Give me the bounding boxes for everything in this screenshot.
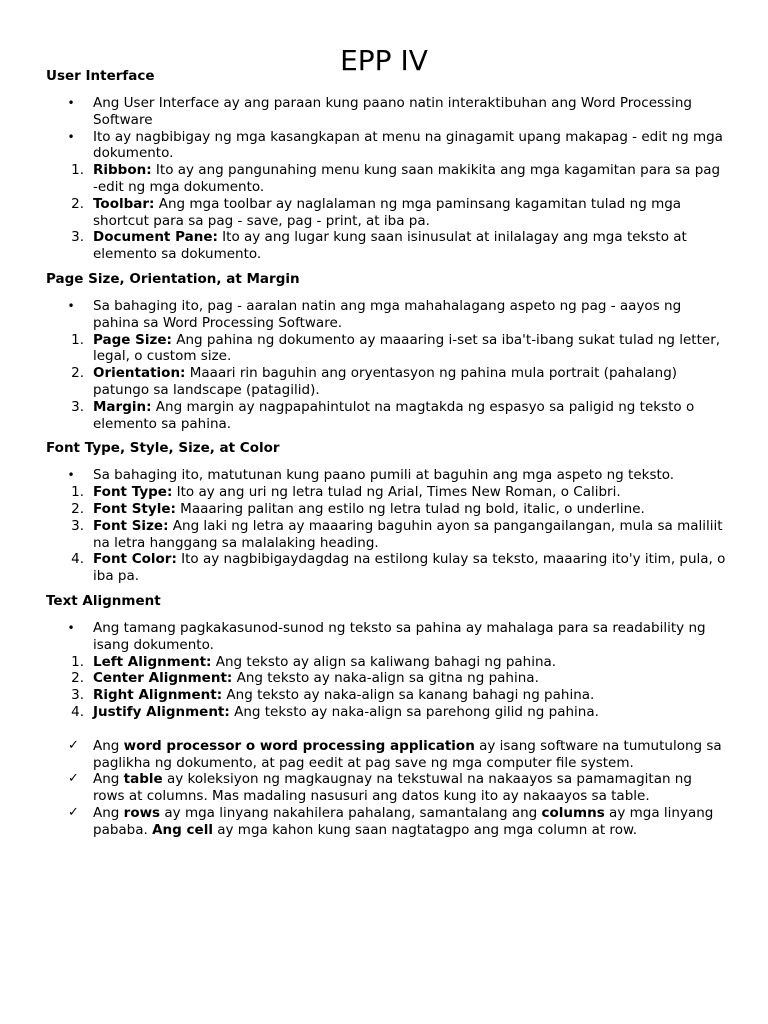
document-title: EPP IV xyxy=(340,44,428,77)
spacer xyxy=(46,721,726,738)
bullet-item xyxy=(46,467,726,484)
bullet-item xyxy=(46,129,726,163)
checklist-term: table xyxy=(123,771,163,788)
term-description: Ang teksto ay naka-align sa parehong gilid ng pahina. xyxy=(229,703,599,720)
section-heading: Page Size, Orientation, at Margin xyxy=(46,270,300,287)
numbered-item xyxy=(46,399,726,433)
definition-checklist xyxy=(46,738,726,839)
checklist-text: ay mga linyang nakahilera pahalang, samantalang ang xyxy=(160,804,542,821)
term-description: Ang pahina ng dokumento ay maaaring i-set sa iba't-ibang sukat tulad ng letter, legal, o custom size. xyxy=(93,331,721,365)
section-heading: User Interface xyxy=(46,68,155,84)
term-description: Ang laki ng letra ay maaaring baguhin ayon sa pangangailangan, mula sa maliliit na letra hanggang sa malalaking heading. xyxy=(93,517,723,551)
numbered-item xyxy=(46,332,726,366)
list-number: 4. xyxy=(71,703,84,720)
term-label: Document Pane: xyxy=(93,229,218,246)
term-label: Orientation: xyxy=(93,365,186,382)
list-number: 1. xyxy=(71,162,84,179)
list-number: 3. xyxy=(71,687,84,704)
list-number: 3. xyxy=(71,398,84,415)
list-number: 1. xyxy=(71,653,84,670)
checklist-term: rows xyxy=(123,804,161,821)
list-number: 1. xyxy=(71,331,84,348)
term-label: Center Alignment: xyxy=(93,670,233,687)
checklist-item xyxy=(46,805,726,839)
numbered-item xyxy=(46,551,726,585)
term-label: Font Type: xyxy=(93,484,173,501)
spacer xyxy=(46,585,726,593)
term-description: Ang margin ay nagpapahintulot na magtakda ng espasyo sa paligid ng teksto o elemento sa pahina. xyxy=(93,398,695,432)
bullet-marker: • xyxy=(67,129,75,144)
spacer xyxy=(46,263,726,271)
section-page-setup xyxy=(46,271,726,440)
checklist-term: columns xyxy=(541,804,605,821)
numbered-item xyxy=(46,365,726,399)
bullet-text: Sa bahaging ito, pag - aaralan natin ang mga mahahalagang aspeto ng pag - aayos ng pahina sa Word Processing Software. xyxy=(93,297,682,331)
term-label: Justify Alignment: xyxy=(93,703,230,720)
numbered-item xyxy=(46,704,726,721)
checklist-text: ay koleksiyon ng magkaugnay na tekstuwal na nakaayos sa pamamagitan ng rows at columns. Mas madaling nasusuri ang datos kung ito ay nakaayos sa table. xyxy=(93,771,692,805)
checklist-text: ay mga kahon kung saan nagtatagpo ang mga column at row. xyxy=(212,821,638,838)
checklist-text: ay mga linyang pababa. xyxy=(93,804,714,838)
checklist-term: Ang cell xyxy=(152,821,213,838)
term-description: Ito ay nagbibigaydagdag na estilong kulay sa teksto, maaaring ito'y itim, pula, o iba pa. xyxy=(93,551,726,585)
checklist-text: Ang xyxy=(93,737,124,754)
numbered-item xyxy=(46,670,726,687)
list-number: 3. xyxy=(71,517,84,534)
section-heading: Font Type, Style, Size, at Color xyxy=(46,440,280,457)
term-description: Ang teksto ay naka-align sa gitna ng pahina. xyxy=(232,670,539,687)
term-label: Right Alignment: xyxy=(93,687,223,704)
bullet-text: Ito ay nagbibigay ng mga kasangkapan at menu na ginagamit upang makapag - edit ng mga dokumento. xyxy=(93,128,723,162)
term-label: Margin: xyxy=(93,398,152,415)
term-label: Font Color: xyxy=(93,551,177,568)
section-font xyxy=(46,440,726,593)
list-number: 1. xyxy=(71,484,84,501)
term-label: Font Style: xyxy=(93,500,176,517)
term-description: Ang teksto ay naka-align sa kanang bahagi ng pahina. xyxy=(222,687,595,704)
term-label: Ribbon: xyxy=(93,162,152,179)
section-heading: Text Alignment xyxy=(46,592,161,609)
numbered-item xyxy=(46,229,726,263)
term-description: Maaari rin baguhin ang oryentasyon ng pahina mula portrait (pahalang) patungo sa landscape (patagilid). xyxy=(93,365,678,398)
checklist-term: word processor o word processing application xyxy=(123,737,475,754)
bullet-marker: • xyxy=(67,96,75,110)
numbered-item xyxy=(46,162,726,196)
bullet-item xyxy=(46,95,726,129)
checkmark-icon: ✓ xyxy=(68,804,79,820)
term-description: Ang mga toolbar ay naglalaman ng mga paminsang kagamitan tulad ng mga shortcut para sa pag - save, pag - print, at iba pa. xyxy=(93,195,682,229)
checklist-item xyxy=(46,771,726,805)
list-number: 2. xyxy=(71,500,84,517)
term-label: Toolbar: xyxy=(93,195,155,212)
term-description: Ang teksto ay align sa kaliwang bahagi ng pahina. xyxy=(211,653,557,670)
term-description: Ito ay ang lugar kung saan isinusulat at inilalagay ang mga teksto at elemento sa dokumento. xyxy=(93,229,687,263)
checkmark-icon: ✓ xyxy=(68,737,79,753)
bullet-marker: • xyxy=(67,468,75,483)
term-label: Left Alignment: xyxy=(93,653,212,670)
term-label: Font Size: xyxy=(93,517,169,534)
term-description: Maaaring palitan ang estilo ng letra tulad ng bold, italic, o underline. xyxy=(175,500,645,517)
bullet-item xyxy=(46,298,726,332)
bullet-text: Sa bahaging ito, matutunan kung paano pumili at baguhin ang mga aspeto ng teksto. xyxy=(93,467,675,484)
spacer xyxy=(46,432,726,440)
bullet-text: Ang tamang pagkakasunod-sunod ng teksto sa pahina ay mahalaga para sa readability ng isang dokumento. xyxy=(93,619,706,653)
checklist-item xyxy=(46,738,726,772)
section-user-interface xyxy=(46,68,726,271)
numbered-item xyxy=(46,654,726,671)
list-number: 2. xyxy=(71,670,84,687)
document-body xyxy=(46,68,726,838)
checklist-text: Ang xyxy=(93,771,124,788)
term-description: Ito ay ang uri ng letra tulad ng Arial, Times New Roman, o Calibri. xyxy=(172,484,621,501)
checklist-text: ay isang software na tumutulong sa paglikha ng dokumento, at pag eedit at pag save ng mga computer file system. xyxy=(93,737,722,771)
bullet-marker: • xyxy=(67,620,75,635)
checklist-text: Ang xyxy=(93,804,124,821)
list-number: 2. xyxy=(71,195,84,212)
bullet-marker: • xyxy=(67,298,75,313)
term-description: Ito ay ang pangunahing menu kung saan makikita ang mga kagamitan para sa pag -edit ng mga dokumento. xyxy=(93,162,721,195)
bullet-item xyxy=(46,620,726,654)
list-number: 2. xyxy=(71,365,84,382)
section-text-alignment xyxy=(46,593,726,738)
numbered-item xyxy=(46,518,726,552)
numbered-item xyxy=(46,501,726,518)
list-number: 4. xyxy=(71,551,84,568)
term-label: Page Size: xyxy=(93,331,172,348)
checkmark-icon: ✓ xyxy=(68,771,79,787)
numbered-item xyxy=(46,687,726,704)
list-number: 3. xyxy=(71,229,84,246)
bullet-text: Ang User Interface ay ang paraan kung paano natin interaktibuhan ang Word Processing Software xyxy=(93,95,692,128)
numbered-item xyxy=(46,196,726,230)
numbered-item xyxy=(46,484,726,501)
